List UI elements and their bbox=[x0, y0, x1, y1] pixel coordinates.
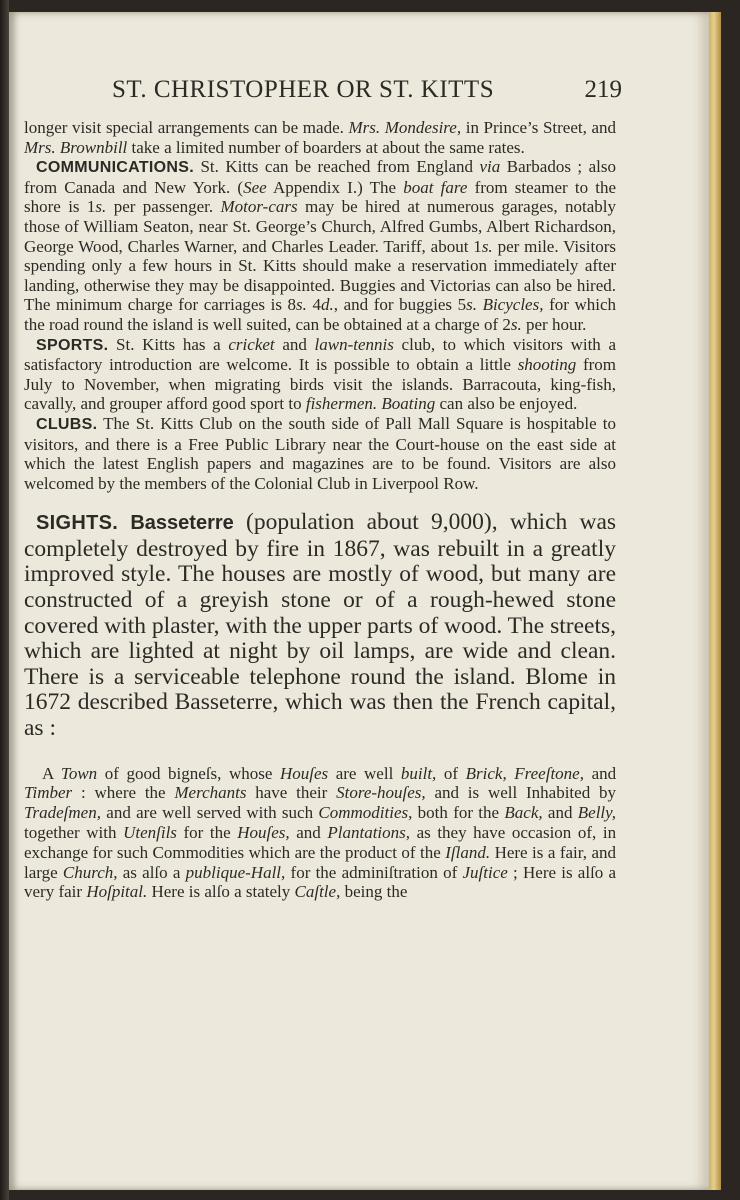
page-edge bbox=[709, 12, 721, 1190]
quotation-paragraph: A Town of good bigneſs, whose Houſes are well built, of Brick, Freeſtone, and Timber : where the Merchants have their Store-houſes, and is well Inhabited by Tradeſmen, and are well served with such Commodities, both for the Back, and Belly, together with Utenſils for the Houſes, and Plantations, as they have occasion of, in exchange for such Commodities which are the product of the Iſland. Here is a fair, and large Church, as alſo a publique-Hall, for the adminiſtration of Juſtice ; Here is alſo a very fair Hoſpital. Here is alſo a stately Caſtle, being the bbox=[24, 763, 617, 902]
section-gap bbox=[24, 493, 616, 510]
guide-paragraphs bbox=[24, 118, 616, 493]
quote-gap bbox=[24, 742, 616, 764]
basseterre-name: Basseterre bbox=[130, 512, 234, 535]
sports-paragraph: SPORTS. St. Kitts has a cricket and lawn-tennis club, to which visitors with a satisfactory introduction are welcome. It is possible to obtain a little shooting from July to November, when migrating birds visit the islands. Barracouta, king-fish, cavally, and grouper afford good sport to fishermen. Boating can also be enjoyed. bbox=[24, 334, 617, 414]
page-number: 219 bbox=[584, 76, 622, 103]
book-binding bbox=[0, 0, 9, 1200]
clubs-heading: CLUBS. bbox=[36, 415, 98, 433]
communications-paragraph: COMMUNICATIONS. St. Kitts can be reached from England via Barbados ; also from Canada and New York. (See Appendix I.) The boat fare from steamer to the shore is 1s. per passenger. Motor-cars may be hired at numerous garages, notably those of William Seaton, near St. George’s Church, Alfred Gumbs, Albert Richardson, George Wood, Charles Warner, and Charles Leader. Tariff, about 1s. per mile. Visitors spending only a few hours in St. Kitts should make a reservation immediately after landing, otherwise they may be disappointed. Buggies and Victorias can also be hired. The minimum charge for carriages is 8s. 4d., and for buggies 5s. Bicycles, for which the road round the island is well suited, can be obtained at a charge of 2s. per hour. bbox=[24, 157, 617, 334]
page-header bbox=[112, 76, 622, 110]
communications-heading: COMMUNICATIONS. bbox=[36, 159, 194, 177]
sights-section bbox=[24, 510, 616, 741]
blome-quotation bbox=[24, 764, 616, 903]
clubs-paragraph: CLUBS. The St. Kitts Club on the south side of Pall Mall Square is hospitable to visitors, and there is a Free Public Library near the Court-house on the east side at which the latest English papers and magazines are to be found. Visitors are also welcomed by the members of the Colonial Club in Liverpool Row. bbox=[24, 413, 616, 493]
intro-paragraph: longer visit special arrangements can be made. Mrs. Mondesire, in Prince’s Street, and Mrs. Brownbill take a limited number of boarders at about the same rates. bbox=[24, 118, 617, 157]
sights-paragraph: SIGHTS. Basseterre (population about 9,000), which was completely destroyed by fire in 1867, was rebuilt in a greatly improved style. The houses are mostly of wood, but many are constructed of a greyish stone or of a rough-hewed stone covered with plaster, with the upper parts of wood. The streets, which are lighted at night by oil lamps, are wide and clean. There is a serviceable telephone round the island. Blome in 1672 described Basseterre, which was then the French capital, as : bbox=[24, 509, 617, 742]
sights-heading: SIGHTS. bbox=[36, 512, 119, 535]
running-title: ST. CHRISTOPHER OR ST. KITTS bbox=[112, 76, 495, 103]
sports-heading: SPORTS. bbox=[36, 336, 109, 354]
page-body bbox=[24, 118, 616, 902]
